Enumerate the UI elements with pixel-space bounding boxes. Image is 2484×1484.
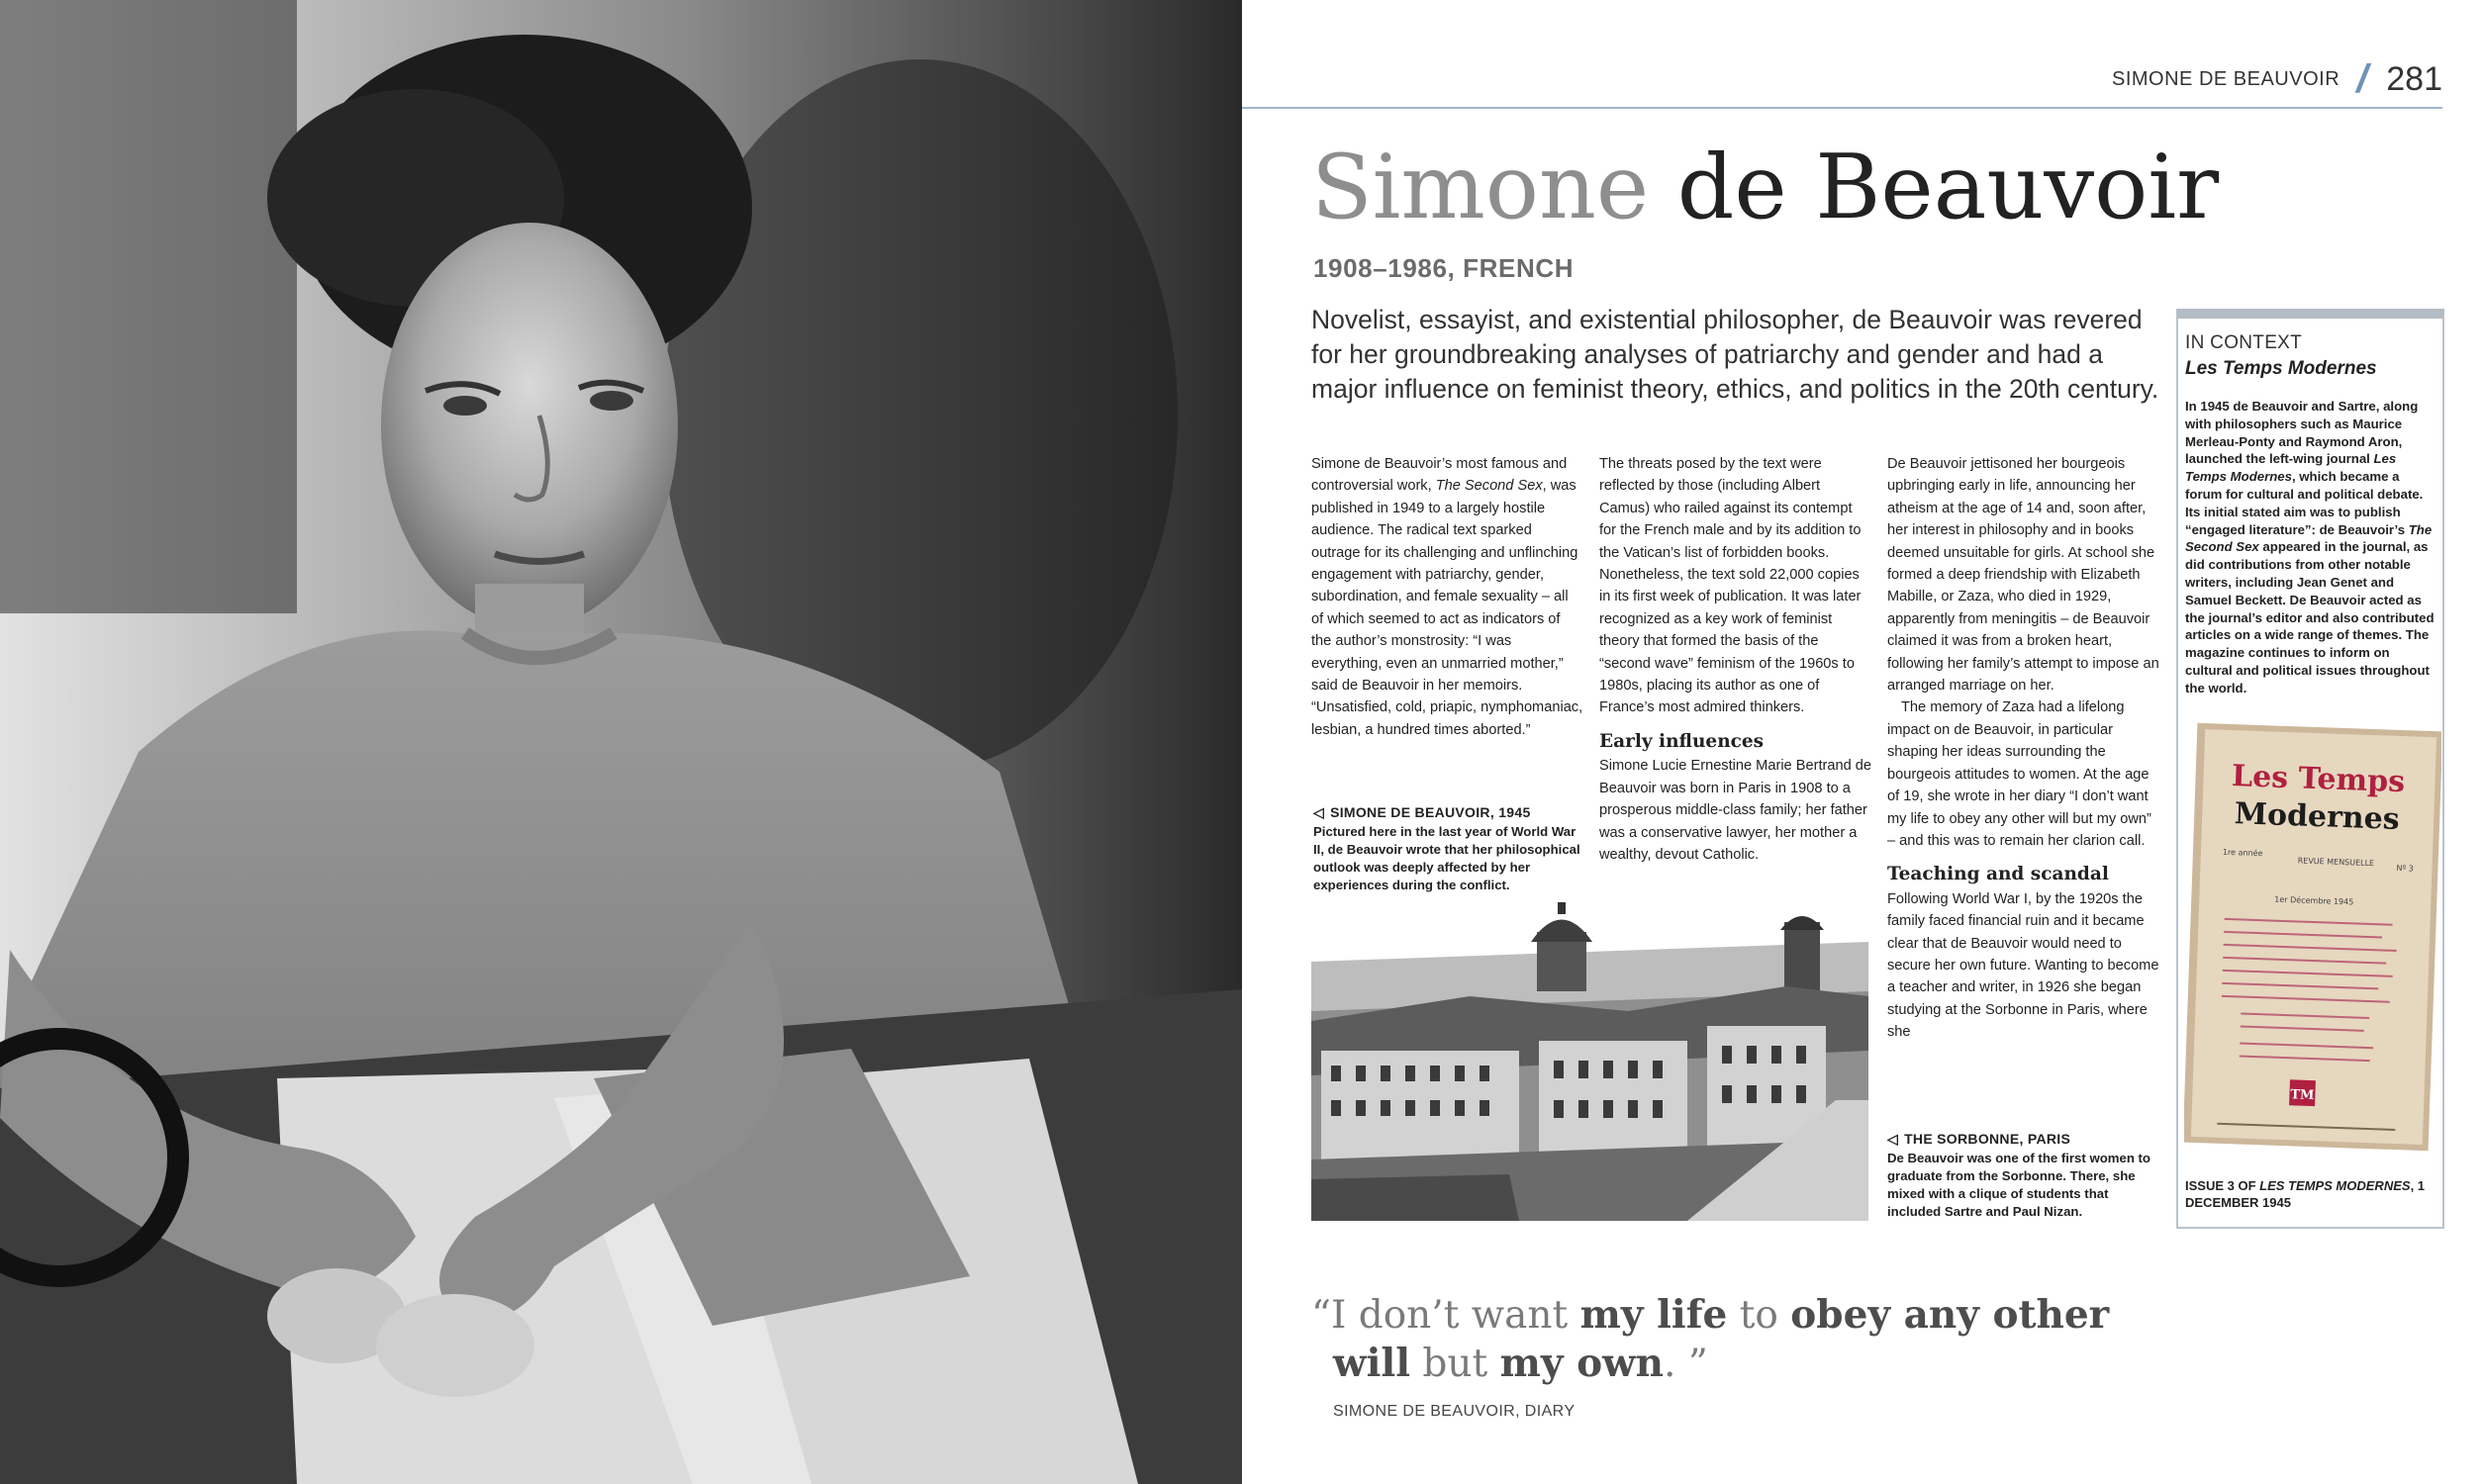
- body-paragraph: The memory of Zaza had a lifelong impact on de Beauvoir, in particular shaping her ideas surrounding the bourgeois attitudes to women. At the age of 19, she wrote in her diary “I don’t want my life to obey any other will but my own” – and this was to remain her clarion call.: [1887, 699, 2151, 849]
- magazine-date: 1er Décembre 1945: [2274, 894, 2354, 907]
- magazine-caption: ISSUE 3 OF LES TEMPS MODERNES, 1 DECEMBER 1945: [2185, 1178, 2426, 1210]
- magazine-title-line2: Modernes: [2234, 796, 2401, 837]
- sorbonne-caption: [1887, 1130, 2159, 1221]
- quote-attribution: SIMONE DE BEAUVOIR, DIARY: [1333, 1403, 1576, 1420]
- text-page: [1242, 0, 2484, 1484]
- caption-title: THE SORBONNE, PARIS: [1904, 1131, 2071, 1147]
- magazine-logo-text: TM: [2290, 1087, 2315, 1104]
- header-rule: [1242, 107, 2442, 109]
- sidebar-title: Les Temps Modernes: [2185, 358, 2377, 379]
- running-head: [2112, 57, 2442, 102]
- caption-arrow-icon: ◁: [1887, 1131, 1899, 1147]
- page-title: [1311, 136, 2220, 239]
- section-heading: Early influences: [1599, 730, 1765, 752]
- body-paragraph: Following World War I, by the 1920s the family faced financial ruin and it became clear that de Beauvoir would need to secure her own future. Wanting to become a teacher and writer, in 1926 she began studying at the Sorbonne in Paris, where she: [1887, 890, 2159, 1041]
- magazine-issue: Nº 3: [2396, 863, 2415, 874]
- running-head-title: SIMONE DE BEAUVOIR: [2111, 68, 2341, 90]
- body-paragraph: De Beauvoir jettisoned her bourgeois upbringing early in life, announcing her atheism at the age of 14 and, soon after, her interest in philosophy and in books deemed unsuitable for girls. At school she formed a deep friendship with Elizabeth Mabille, or Zaza, who died in 1929, apparently from meningitis – de Beauvoir claimed it was from a broken heart, following her family’s attempt to impose an arranged marriage on her.: [1887, 456, 2159, 695]
- page-number: 281: [2386, 60, 2442, 98]
- running-head-slash: /: [2352, 57, 2374, 101]
- magazine-subtitle: REVUE MENSUELLE: [2297, 856, 2375, 869]
- sidebar-kicker: IN CONTEXT: [2185, 332, 2303, 353]
- sorbonne-photo: [1311, 902, 1868, 1221]
- caption-title: SIMONE DE BEAUVOIR, 1945: [1330, 804, 1531, 820]
- life-dates: 1908–1986, FRENCH: [1313, 253, 1575, 283]
- body-paragraph: The threats posed by the text were reflected by those (including Albert Camus) who railed against its contempt for the French male and by its addition to the Vatican’s list of forbidden books. Nonetheless, the text sold 22,000 copies in its first week of publication. It was later recognized as a key work of feminist theory that formed the basis of the “second wave” feminism of the 1960s to 1980s, placing its author as one of France’s most admired thinkers.: [1599, 456, 1862, 716]
- body-column-1: [1311, 453, 1583, 741]
- title-surname: de Beauvoir: [1649, 136, 2220, 239]
- magazine-cover-image: [2184, 719, 2441, 1155]
- body-column-2: [1599, 453, 1871, 866]
- caption-arrow-icon: ◁: [1313, 804, 1325, 820]
- in-context-sidebar: [2176, 309, 2444, 1229]
- magazine-title-line1: Les Temps: [2231, 759, 2406, 800]
- magazine-edition: 1re année: [2222, 847, 2263, 859]
- section-heading: Teaching and scandal: [1887, 864, 2109, 885]
- photo-caption: [1313, 803, 1580, 894]
- body-paragraph: Simone Lucie Ernestine Marie Bertrand de Beauvoir was born in Paris in 1908 to a prosperous middle-class family; her father was a conservative lawyer, her mother a wealthy, devout Catholic.: [1599, 758, 1871, 863]
- caption-body: De Beauvoir was one of the first women to graduate from the Sorbonne. There, she mixed with a clique of students that included Sartre and Paul Nizan.: [1887, 1151, 2150, 1219]
- body-paragraph: Simone de Beauvoir’s most famous and controversial work, The Second Sex, was published in 1949 to a largely hostile audience. The radical text sparked outrage for its challenging and unflinching engagement with patriarchy, gender, subordination, and female sexuality – all of which seemed to act as indicators of the author’s monstrosity: “I was everything, even an unmarried mother,” said de Beauvoir in her memoirs. “Unsatisfied, cold, priapic, nymphomaniac, lesbian, a hundred times aborted.”: [1311, 456, 1583, 738]
- body-column-3: [1887, 453, 2159, 1044]
- sidebar-body: In 1945 de Beauvoir and Sartre, along with philosophers such as Maurice Merleau-Ponty and Raymond Aron, launched the left-wing journal Les Temps Modernes, which became a forum for cultural and political debate. Its initial stated aim was to publish “engaged literature”: de Beauvoir’s The Second Sex appeared in the journal, as did contributions from other notable writers, including Jean Genet and Samuel Beckett. De Beauvoir acted as the journal’s editor and also contributed articles on a wide range of themes. The magazine continues to inform on cultural and political issues throughout the world.: [2185, 399, 2435, 696]
- intro-paragraph: Novelist, essayist, and existential philosopher, de Beauvoir was revered for her groundbreaking analyses of patriarchy and gender and had a major influence on feminist theory, ethics, and politics in the 20th century.: [1311, 305, 2159, 404]
- title-first-name: Simone: [1311, 136, 1650, 239]
- pull-quote: “I don’t want my life to obey any other will but my own. ”: [1311, 1292, 2110, 1386]
- caption-body: Pictured here in the last year of World War II, de Beauvoir wrote that her philosophical outlook was deeply affected by her experiences during the conflict.: [1313, 824, 1580, 892]
